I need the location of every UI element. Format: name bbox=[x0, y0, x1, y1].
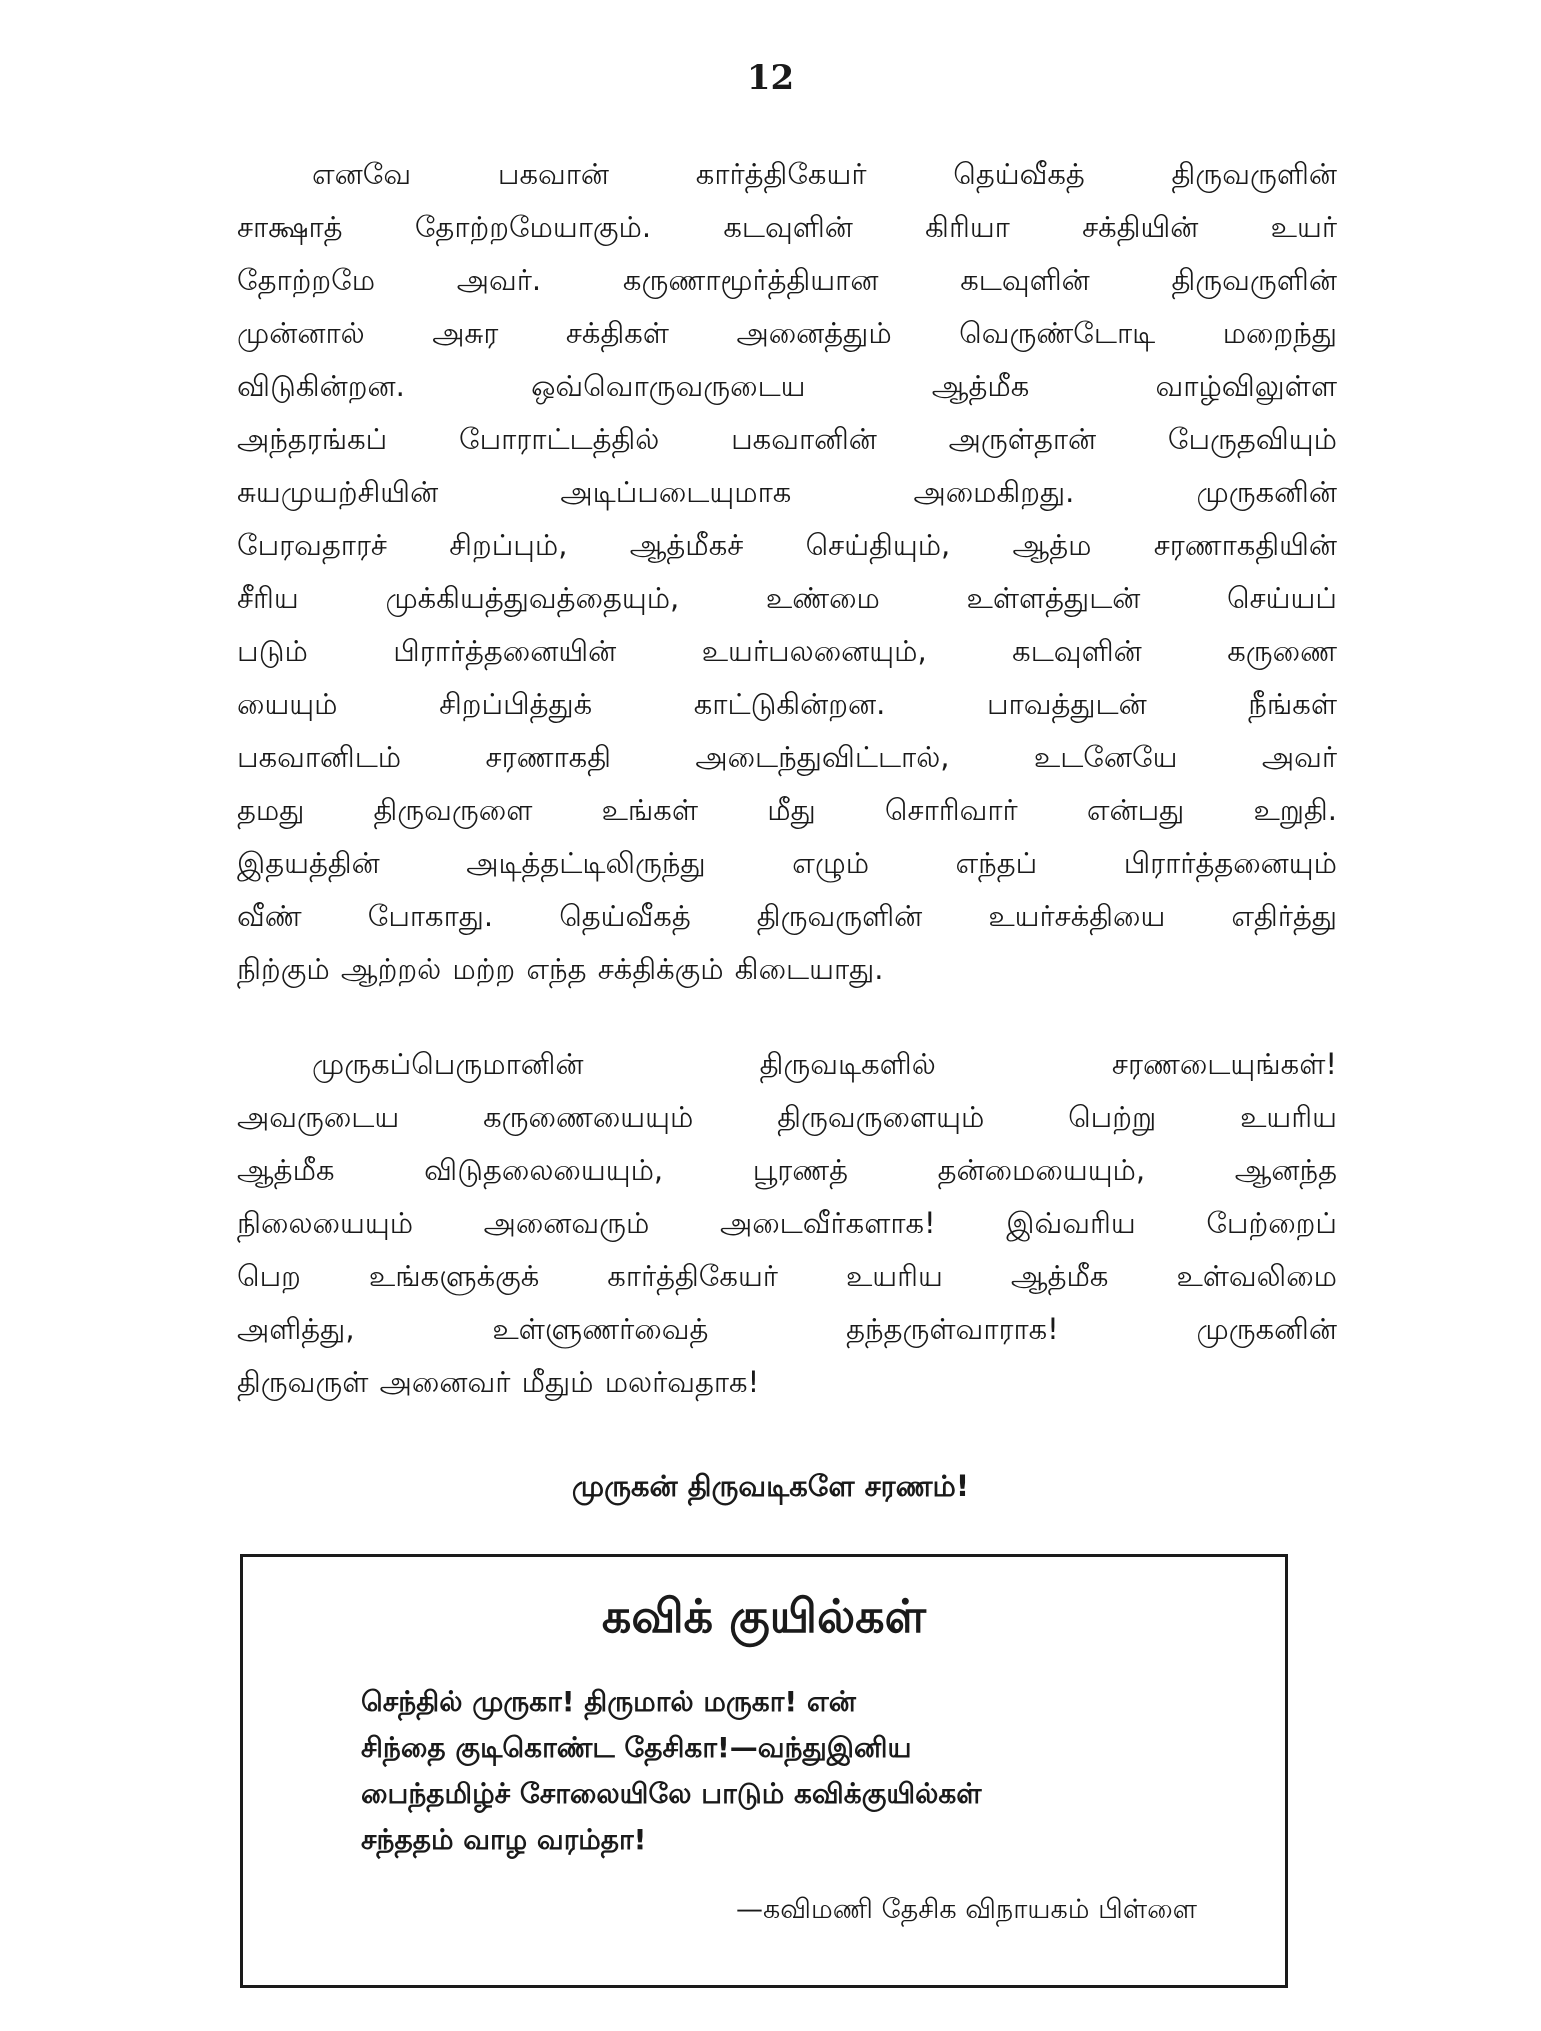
text-line: அந்தரங்கப் போராட்டத்தில் பகவானின் அருள்தான் பேருதவியும் bbox=[237, 422, 1337, 456]
poem-line: சந்ததம் வாழ வரம்தா! bbox=[361, 1823, 647, 1856]
text-line: பேரவதாரச் சிறப்பும், ஆத்மீகச் செய்தியும், ஆத்ம சரணாகதியின் bbox=[237, 528, 1337, 562]
text-line: அளித்து, உள்ளுணர்வைத் தந்தருள்வாராக! முருகனின் bbox=[237, 1312, 1337, 1346]
text-line: முருகப்பெருமானின் திருவடிகளில் சரணடையுங்கள்! bbox=[312, 1047, 1337, 1081]
closing-line: முருகன் திருவடிகளே சரணம்! bbox=[571, 1469, 970, 1503]
text-line: திருவருள் அனைவர் மீதும் மலர்வதாக! bbox=[237, 1365, 760, 1399]
text-line: தோற்றமே அவர். கருணாமூர்த்தியான கடவுளின் திருவருளின் bbox=[237, 263, 1337, 297]
text-line: சாக்ஷாத் தோற்றமேயாகும். கடவுளின் கிரியா சக்தியின் உயர் bbox=[237, 210, 1337, 244]
paragraph-2 bbox=[237, 1038, 1337, 1409]
paragraph-1 bbox=[237, 148, 1337, 996]
poem-line: பைந்தமிழ்ச் சோலையிலே பாடும் கவிக்குயில்கள் bbox=[361, 1777, 982, 1810]
text-line: பெற உங்களுக்குக் கார்த்திகேயர் உயரிய ஆத்மீக உள்வலிமை bbox=[237, 1259, 1337, 1293]
poem-line: சிந்தை குடிகொண்ட தேசிகா!—வந்துஇனிய bbox=[361, 1731, 912, 1764]
text-line: ஆத்மீக விடுதலையையும், பூரணத் தன்மையையும், ஆனந்த bbox=[237, 1153, 1337, 1187]
text-line: அவருடைய கருணையையும் திருவருளையும் பெற்று உயரிய bbox=[237, 1100, 1337, 1134]
poem-box bbox=[240, 1554, 1288, 1988]
text-line: சுயமுயற்சியின் அடிப்படையுமாக அமைகிறது. முருகனின் bbox=[237, 475, 1337, 509]
text-line: வீண் போகாது. தெய்வீகத் திருவருளின் உயர்சக்தியை எதிர்த்து bbox=[237, 899, 1337, 933]
text-line: படும் பிரார்த்தனையின் உயர்பலனையும், கடவுளின் கருணை bbox=[237, 634, 1337, 668]
poem-line: செந்தில் முருகா! திருமால் மருகா! என் bbox=[361, 1685, 856, 1718]
text-line: எனவே பகவான் கார்த்திகேயர் தெய்வீகத் திருவருளின் bbox=[312, 157, 1337, 191]
text-line: தமது திருவருளை உங்கள் மீது சொரிவார் என்பது உறுதி. bbox=[237, 793, 1337, 827]
text-line: பகவானிடம் சரணாகதி அடைந்துவிட்டால், உடனேயே அவர் bbox=[237, 740, 1337, 774]
text-line: யையும் சிறப்பித்துக் காட்டுகின்றன. பாவத்துடன் நீங்கள் bbox=[237, 687, 1337, 721]
page-number: 12 bbox=[746, 58, 795, 98]
text-line: விடுகின்றன. ஒவ்வொருவருடைய ஆத்மீக வாழ்விலுள்ள bbox=[237, 369, 1337, 403]
text-line: சீரிய முக்கியத்துவத்தையும், உண்மை உள்ளத்துடன் செய்யப் bbox=[237, 581, 1337, 615]
text-line: முன்னால் அசுர சக்திகள் அனைத்தும் வெருண்டோடி மறைந்து bbox=[237, 316, 1337, 350]
text-line: நிற்கும் ஆற்றல் மற்ற எந்த சக்திக்கும் கிடையாது. bbox=[237, 952, 884, 986]
poem-lines bbox=[361, 1679, 1181, 1863]
poem-credit: —கவிமணி தேசிக விநாயகம் பிள்ளை bbox=[736, 1894, 1197, 1925]
text-line: நிலையையும் அனைவரும் அடைவீர்களாக! இவ்வரிய பேற்றைப் bbox=[237, 1206, 1337, 1240]
poem-title: கவிக் குயில்கள் bbox=[601, 1589, 927, 1643]
text-line: இதயத்தின் அடித்தட்டிலிருந்து எழும் எந்தப் பிரார்த்தனையும் bbox=[237, 846, 1337, 880]
